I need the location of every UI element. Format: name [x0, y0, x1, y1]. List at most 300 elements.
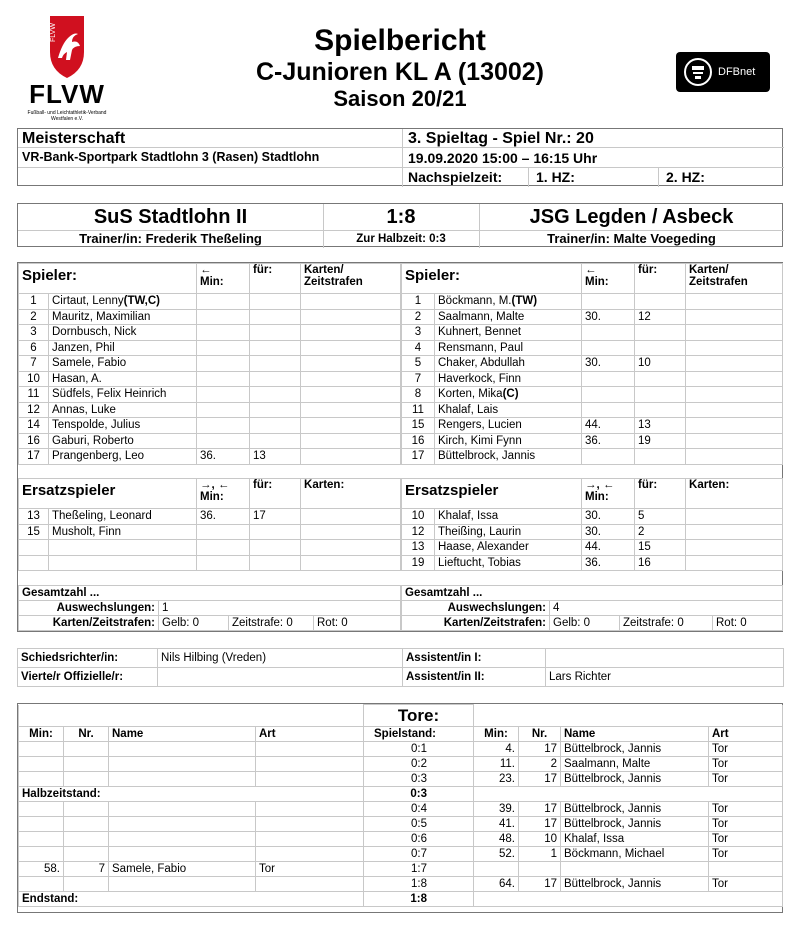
sub-for: [250, 309, 301, 325]
player-name: [435, 540, 582, 556]
sub-minute: [197, 540, 250, 556]
halftime-score: Zur Halbzeit: 0:3: [356, 233, 446, 245]
out-min-header: ← Min:: [197, 264, 250, 294]
goal-row: [19, 757, 783, 772]
player-row: [19, 449, 401, 465]
players-header: Spieler:: [19, 264, 197, 294]
total-label: Gesamtzahl ...: [19, 586, 401, 601]
player-name-text: Böckmann, M.: [438, 295, 512, 308]
player-row: [402, 387, 783, 403]
away-type-header: Art: [709, 727, 783, 742]
player-name: [435, 418, 582, 434]
round: 3. Spieltag - Spiel Nr.: 20: [408, 130, 594, 147]
player-name: [435, 524, 582, 540]
cards: [301, 325, 401, 341]
cards: [301, 524, 401, 540]
sub-for: [250, 371, 301, 387]
sub-minute: [197, 309, 250, 325]
sub-minute: 36.: [197, 449, 250, 465]
player-row: [402, 371, 783, 387]
away-goal-type: Tor: [709, 772, 783, 787]
away-goal-name: Büttelbrock, Jannis: [561, 817, 709, 832]
player-name: [49, 294, 197, 310]
sub-minute: [197, 325, 250, 341]
for-header: für:: [250, 264, 301, 294]
player-number: 13: [402, 540, 435, 556]
player-name-text: Mauritz, Maximilian: [52, 310, 151, 323]
cards-header: Karten:: [301, 479, 401, 509]
sub-minute: [582, 449, 635, 465]
goal-score: 0:7: [364, 847, 474, 862]
player-name-text: Rengers, Lucien: [438, 419, 522, 432]
referee-label: Schiedsrichter/in:: [18, 649, 158, 668]
total-label: Gesamtzahl ...: [402, 586, 783, 601]
sub-minute: 36.: [197, 509, 250, 525]
player-number: 3: [19, 325, 49, 341]
cards-header: Karten/ Zeitstrafen: [686, 264, 783, 294]
goal-score: 0:6: [364, 832, 474, 847]
sub-minute: 30.: [582, 309, 635, 325]
in-min-header: →, ← Min:: [197, 479, 250, 509]
home-goal-name: Samele, Fabio: [109, 862, 256, 877]
sub-minute: [197, 433, 250, 449]
player-row: [402, 325, 783, 341]
cards: [301, 540, 401, 556]
halftime-label: Halbzeitstand:: [19, 787, 364, 802]
player-row: [19, 418, 401, 434]
cards: [301, 371, 401, 387]
match-info: [17, 128, 783, 186]
player-row: [402, 555, 783, 571]
final-score-value: 1:8: [364, 892, 474, 907]
cards: [686, 309, 783, 325]
sub-for: 13: [635, 418, 686, 434]
away-goal-minute: 39.: [474, 802, 519, 817]
away-goal-number: 1: [519, 847, 561, 862]
home-sub-count: 1: [159, 601, 401, 616]
sub-for: [635, 402, 686, 418]
cards: [301, 387, 401, 403]
away-goal-number: 17: [519, 802, 561, 817]
dfbnet-logo: [676, 52, 770, 92]
sub-minute: [582, 371, 635, 387]
sub-minute: [197, 371, 250, 387]
home-subs-table: [18, 478, 401, 571]
home-goal-type: [256, 802, 364, 817]
sub-minute: [582, 340, 635, 356]
player-row: [19, 309, 401, 325]
away-goal-name: Büttelbrock, Jannis: [561, 802, 709, 817]
player-role-tag: (TW): [511, 295, 538, 308]
home-goal-minute: [19, 757, 64, 772]
player-name-text: Kirch, Kimi Fynn: [438, 434, 522, 447]
assistant2-name: Lars Richter: [546, 668, 784, 687]
season: Saison 20/21: [333, 86, 467, 111]
cards: [686, 433, 783, 449]
player-row: [19, 524, 401, 540]
player-number: 7: [402, 371, 435, 387]
home-goal-name: [109, 757, 256, 772]
cards: [686, 555, 783, 571]
player-name: [49, 356, 197, 372]
empty-cell: [474, 892, 783, 907]
cards-penalties-label: Karten/Zeitstrafen:: [19, 616, 159, 631]
page-title: Spielbericht: [314, 24, 486, 57]
sub-minute: [197, 555, 250, 571]
player-name: [435, 555, 582, 571]
home-goal-type: [256, 817, 364, 832]
for-header: für:: [250, 479, 301, 509]
home-goal-number: 7: [64, 862, 109, 877]
away-goal-name: Büttelbrock, Jannis: [561, 772, 709, 787]
substitutions-label: Auswechslungen:: [402, 601, 550, 616]
away-goal-type: Tor: [709, 757, 783, 772]
home-goal-type: [256, 877, 364, 892]
player-number: 16: [402, 433, 435, 449]
player-number: 12: [402, 524, 435, 540]
goals-table: [18, 704, 783, 907]
goal-row: [19, 877, 783, 892]
goal-row: [19, 772, 783, 787]
player-row: [402, 433, 783, 449]
players-header: Spieler:: [402, 264, 582, 294]
cards: [686, 340, 783, 356]
home-goal-number: [64, 847, 109, 862]
home-goal-minute: [19, 877, 64, 892]
goal-score: 1:7: [364, 862, 474, 877]
away-goal-type: Tor: [709, 832, 783, 847]
sub-for: [635, 387, 686, 403]
sub-for: [250, 387, 301, 403]
sub-for: [635, 325, 686, 341]
sub-minute: [197, 294, 250, 310]
away-goal-type: Tor: [709, 817, 783, 832]
cards: [301, 309, 401, 325]
player-number: 1: [19, 294, 49, 310]
away-goal-number: 17: [519, 817, 561, 832]
player-number: [19, 555, 49, 571]
sub-for: 19: [635, 433, 686, 449]
player-number: 2: [402, 309, 435, 325]
goal-row: [19, 847, 783, 862]
sub-for: 5: [635, 509, 686, 525]
cards: [301, 433, 401, 449]
player-number: 15: [402, 418, 435, 434]
player-name-text: Khalaf, Lais: [438, 403, 499, 416]
sub-minute: [197, 402, 250, 418]
player-row: [402, 449, 783, 465]
player-row: [402, 294, 783, 310]
player-name-text: Samele, Fabio: [52, 357, 127, 370]
cards-penalties-label: Karten/Zeitstrafen:: [402, 616, 550, 631]
home-goal-name: [109, 802, 256, 817]
cards: [301, 418, 401, 434]
player-name-text: Kuhnert, Bennet: [438, 326, 522, 339]
home-goal-number: [64, 742, 109, 757]
player-number: 4: [402, 340, 435, 356]
sub-for: [250, 294, 301, 310]
player-name-text: Haverkock, Finn: [438, 372, 522, 385]
player-name-text: Südfels, Felix Heinrich: [52, 388, 167, 401]
away-goal-minute: 11.: [474, 757, 519, 772]
cards: [686, 371, 783, 387]
home-goal-name: [109, 877, 256, 892]
sub-for: [250, 356, 301, 372]
away-nr-header: Nr.: [519, 727, 561, 742]
away-goal-number: 2: [519, 757, 561, 772]
home-goal-type: Tor: [256, 862, 364, 877]
home-goal-number: [64, 832, 109, 847]
assistant2-label: Assistent/in II:: [403, 668, 546, 687]
sub-for: [635, 340, 686, 356]
player-number: 8: [402, 387, 435, 403]
player-name-text: Lieftucht, Tobias: [438, 556, 521, 569]
player-name: [49, 509, 197, 525]
sub-minute: 44.: [582, 418, 635, 434]
cards: [686, 418, 783, 434]
away-coach: Trainer/in: Malte Voegeding: [547, 231, 716, 246]
player-number: 14: [19, 418, 49, 434]
away-name-header: Name: [561, 727, 709, 742]
sub-for: 17: [250, 509, 301, 525]
cards: [686, 294, 783, 310]
player-name-text: Prangenberg, Leo: [52, 450, 145, 463]
goal-score: 1:8: [364, 877, 474, 892]
cards-header: Karten:: [686, 479, 783, 509]
player-row: [19, 540, 401, 556]
home-yellow: Gelb: 0: [159, 616, 229, 631]
goal-score: 0:4: [364, 802, 474, 817]
player-name: [49, 371, 197, 387]
sub-for: [250, 540, 301, 556]
sub-minute: 36.: [582, 433, 635, 449]
player-name-text: Saalmann, Malte: [438, 310, 525, 323]
player-name: [435, 309, 582, 325]
player-number: 19: [402, 555, 435, 571]
away-yellow: Gelb: 0: [550, 616, 620, 631]
sub-for: [250, 418, 301, 434]
away-team: JSG Legden / Asbeck: [529, 206, 734, 228]
away-goal-minute: 4.: [474, 742, 519, 757]
player-number: 17: [19, 449, 49, 465]
cards-header: Karten/ Zeitstrafen: [301, 264, 401, 294]
cards: [686, 540, 783, 556]
sub-minute: [197, 387, 250, 403]
goal-row: [19, 742, 783, 757]
home-coach: Trainer/in: Frederik Theßeling: [79, 231, 262, 246]
home-goal-name: [109, 742, 256, 757]
player-name: [435, 387, 582, 403]
player-row: [19, 325, 401, 341]
player-name-text: Theßeling, Leonard: [52, 510, 152, 523]
player-name: [435, 449, 582, 465]
home-players-table: [18, 263, 401, 465]
player-row: [19, 356, 401, 372]
player-name-text: Korten, Mika: [438, 388, 503, 401]
away-goal-minute: 48.: [474, 832, 519, 847]
goals-title: Tore:: [364, 705, 474, 727]
sub-for: [635, 449, 686, 465]
away-goal-type: Tor: [709, 802, 783, 817]
dfbnet-label: DFBnet: [718, 66, 756, 78]
home-goal-type: [256, 847, 364, 862]
sub-minute: [582, 325, 635, 341]
goal-score: 0:1: [364, 742, 474, 757]
home-team: SuS Stadtlohn II: [93, 206, 248, 228]
competition: Meisterschaft: [22, 130, 126, 147]
datetime: 19.09.2020 15:00 – 16:15 Uhr: [408, 150, 598, 166]
sub-for: [250, 340, 301, 356]
player-name-text: Haase, Alexander: [438, 541, 529, 554]
assistant1-name: [546, 649, 784, 668]
player-number: 10: [402, 509, 435, 525]
in-min-header: →, ← Min:: [582, 479, 635, 509]
player-name-text: Janzen, Phil: [52, 341, 115, 354]
home-totals: [18, 585, 401, 631]
player-number: 1: [402, 294, 435, 310]
officials-table: [17, 648, 784, 687]
player-row: [402, 509, 783, 525]
goal-row: [19, 862, 783, 877]
player-name-text: Cirtaut, Lenny: [52, 295, 124, 308]
sub-for: [250, 555, 301, 571]
halftime-score-value: 0:3: [364, 787, 474, 802]
player-row: [402, 418, 783, 434]
sub-minute: [582, 402, 635, 418]
player-number: 11: [402, 402, 435, 418]
player-number: 7: [19, 356, 49, 372]
home-goal-name: [109, 847, 256, 862]
away-goal-number: 17: [519, 742, 561, 757]
goal-score: 0:3: [364, 772, 474, 787]
fourth-official-label: Vierte/r Offizielle/r:: [18, 668, 158, 687]
away-red: Rot: 0: [713, 616, 783, 631]
player-row: [402, 540, 783, 556]
player-name: [49, 433, 197, 449]
sub-minute: [197, 356, 250, 372]
home-type-header: Art: [256, 727, 364, 742]
player-number: 10: [19, 371, 49, 387]
player-row: [402, 524, 783, 540]
player-number: 3: [402, 325, 435, 341]
cards: [301, 356, 401, 372]
sub-for: 2: [635, 524, 686, 540]
away-goal-minute: [474, 862, 519, 877]
title-block: [140, 24, 660, 112]
home-goal-name: [109, 832, 256, 847]
sub-for: 15: [635, 540, 686, 556]
goal-score: 0:2: [364, 757, 474, 772]
home-goal-number: [64, 817, 109, 832]
sub-for: 13: [250, 449, 301, 465]
home-min-header: Min:: [19, 727, 64, 742]
sub-for: [635, 294, 686, 310]
player-number: 16: [19, 433, 49, 449]
cards: [301, 402, 401, 418]
cards: [686, 387, 783, 403]
away-min-header: Min:: [474, 727, 519, 742]
player-number: [19, 540, 49, 556]
away-goal-type: Tor: [709, 877, 783, 892]
player-name: [435, 325, 582, 341]
home-goal-minute: [19, 742, 64, 757]
goal-row: [19, 892, 783, 907]
out-min-header: ← Min:: [582, 264, 635, 294]
page-subtitle: C-Junioren KL A (13002): [255, 58, 545, 86]
sub-for: 16: [635, 555, 686, 571]
player-name-text: Rensmann, Paul: [438, 341, 524, 354]
player-row: [19, 555, 401, 571]
player-name-text: Gaburi, Roberto: [52, 434, 134, 447]
away-goal-name: Khalaf, Issa: [561, 832, 709, 847]
empty-cell: [474, 787, 783, 802]
assistant1-label: Assistent/in I:: [403, 649, 546, 668]
player-name-text: Hasan, A.: [52, 372, 102, 385]
sub-for: 10: [635, 356, 686, 372]
away-goal-number: [519, 862, 561, 877]
player-number: 6: [19, 340, 49, 356]
goal-row: [19, 802, 783, 817]
score-header: Spielstand:: [364, 727, 474, 742]
goal-score: 0:5: [364, 817, 474, 832]
player-name: [49, 402, 197, 418]
cards: [686, 449, 783, 465]
away-subs-table: [401, 478, 783, 571]
player-row: [19, 294, 401, 310]
away-goal-name: Böckmann, Michael: [561, 847, 709, 862]
player-row: [19, 340, 401, 356]
player-name: [49, 449, 197, 465]
sub-minute: [197, 418, 250, 434]
for-header: für:: [635, 264, 686, 294]
sub-minute: 44.: [582, 540, 635, 556]
home-nr-header: Nr.: [64, 727, 109, 742]
svg-text:FLVW: FLVW: [50, 23, 57, 42]
player-name: [49, 387, 197, 403]
dfb-eagle-icon: [682, 56, 714, 88]
player-name: [49, 418, 197, 434]
away-goal-name: Büttelbrock, Jannis: [561, 877, 709, 892]
substitutions-label: Auswechslungen:: [19, 601, 159, 616]
away-goal-number: 10: [519, 832, 561, 847]
away-sub-count: 4: [550, 601, 783, 616]
player-number: 12: [19, 402, 49, 418]
home-goal-name: [109, 817, 256, 832]
home-goal-minute: [19, 817, 64, 832]
sub-for: [250, 325, 301, 341]
player-name-text: Chaker, Abdullah: [438, 357, 525, 370]
home-goal-minute: [19, 832, 64, 847]
player-name: [49, 524, 197, 540]
fourth-official-name: [158, 668, 403, 687]
away-goal-name: Büttelbrock, Jannis: [561, 742, 709, 757]
horse-shield-icon: [22, 10, 112, 80]
home-goal-type: [256, 757, 364, 772]
referee-name: Nils Hilbing (Vreden): [158, 649, 403, 668]
away-totals: [401, 585, 783, 631]
cards: [686, 509, 783, 525]
goal-row: [19, 817, 783, 832]
player-row: [19, 509, 401, 525]
subs-header: Ersatzspieler: [402, 479, 582, 509]
cards: [301, 555, 401, 571]
cards: [686, 356, 783, 372]
subs-header: Ersatzspieler: [19, 479, 197, 509]
player-name: [435, 294, 582, 310]
home-goal-number: [64, 877, 109, 892]
sub-minute: [582, 387, 635, 403]
sub-minute: 30.: [582, 509, 635, 525]
